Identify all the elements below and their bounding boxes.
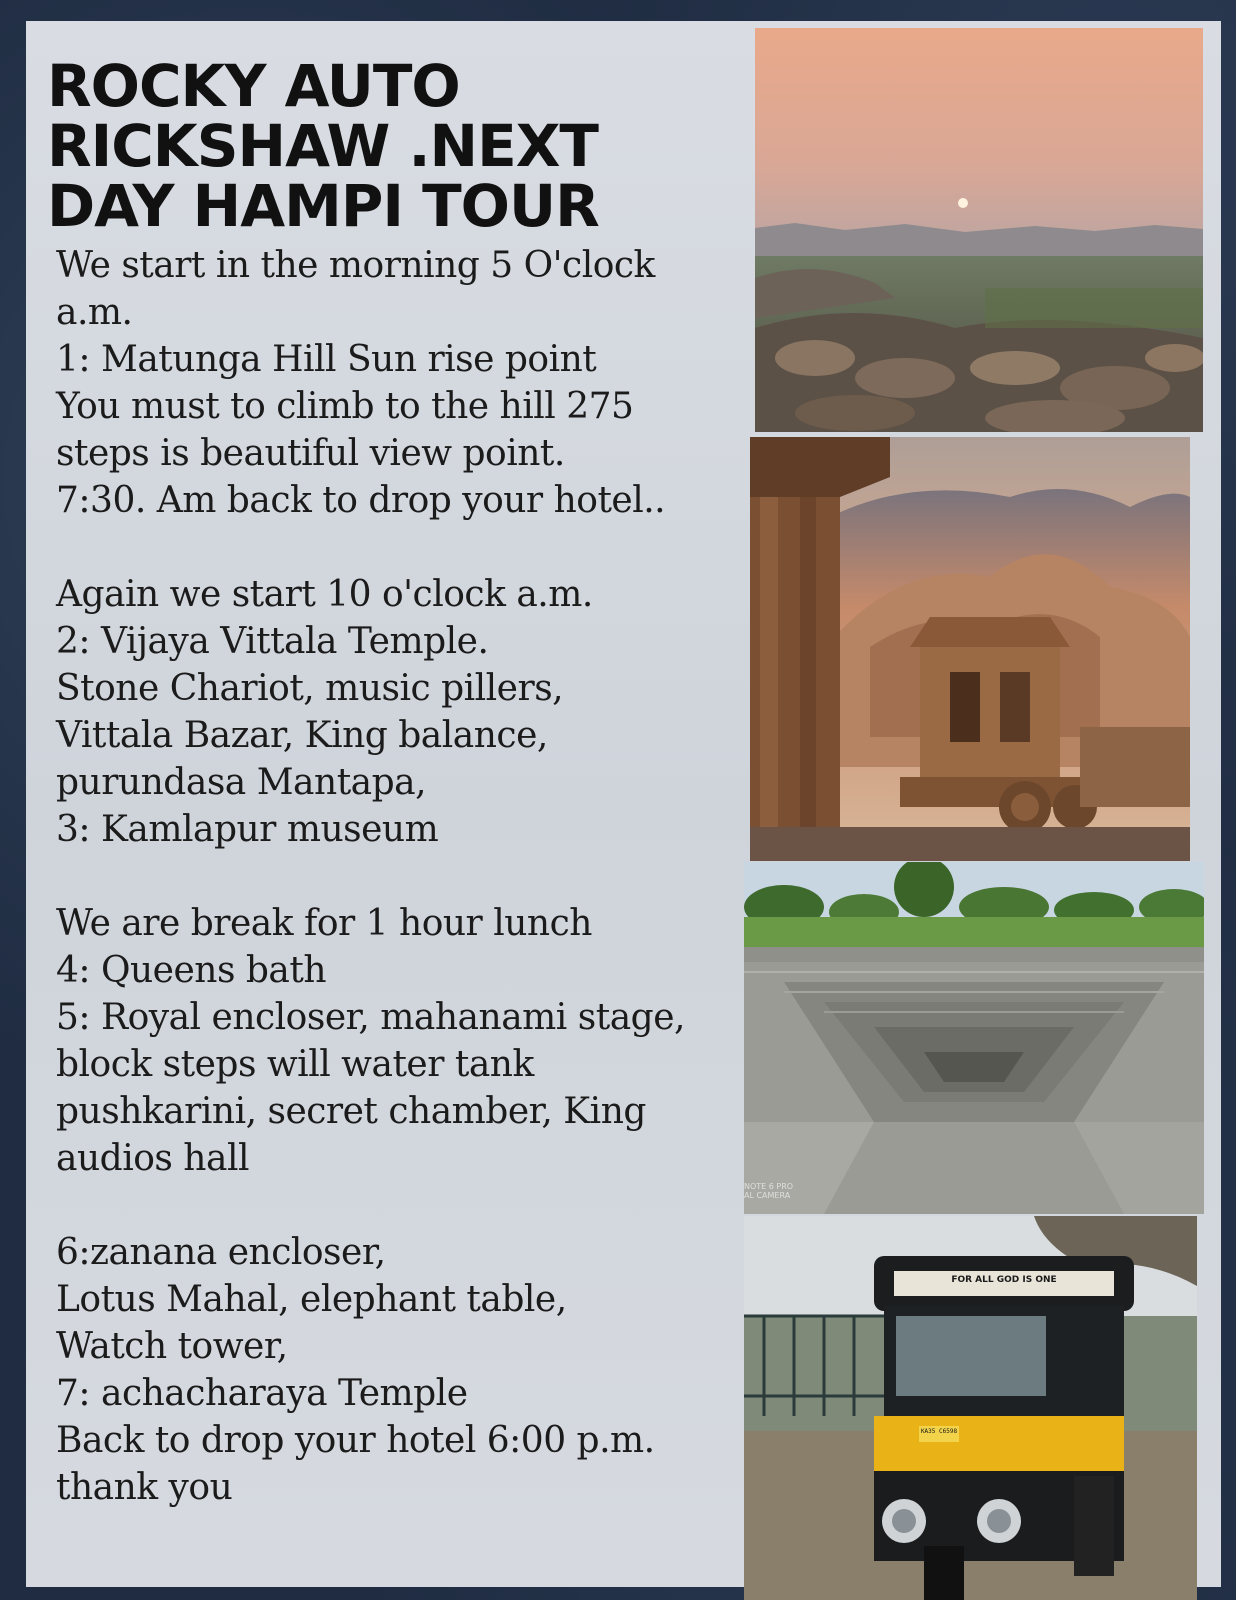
itinerary-line: We are break for 1 hour lunch — [56, 903, 592, 944]
itinerary-line: 7:30. Am back to drop your hotel.. — [56, 480, 666, 521]
stepwell-photo — [744, 862, 1204, 1214]
auto-rickshaw-photo — [744, 1216, 1197, 1600]
itinerary-line: 1: Matunga Hill Sun rise point — [56, 339, 597, 380]
rickshaw-sign-text: FOR ALL GOD IS ONE — [951, 1275, 1057, 1285]
itinerary-line: purundasa Mantapa, — [56, 762, 427, 803]
stone-chariot-photo — [750, 437, 1190, 861]
itinerary-line: pushkarini, secret chamber, King — [56, 1091, 646, 1132]
license-plate: KA35 C6598 — [920, 1428, 958, 1435]
paragraph-gap — [56, 524, 726, 571]
camera-watermark-line: NOTE 6 PRO — [744, 1182, 794, 1191]
itinerary-line: 3: Kamlapur museum — [56, 809, 439, 850]
itinerary-line: a.m. — [56, 292, 133, 333]
flyer-title: ROCKY AUTO RICKSHAW .NEXT DAY HAMPI TOUR — [47, 52, 599, 240]
itinerary-line: Back to drop your hotel 6:00 p.m. — [56, 1420, 655, 1461]
itinerary-line: 6:zanana encloser, — [56, 1232, 386, 1273]
itinerary-line: block steps will water tank — [56, 1044, 534, 1085]
itinerary-line: We start in the morning 5 O'clock — [56, 245, 655, 286]
itinerary-line: audios hall — [56, 1138, 249, 1179]
itinerary-line: Vittala Bazar, King balance, — [56, 715, 548, 756]
itinerary-line: 4: Queens bath — [56, 950, 327, 991]
itinerary-line: Lotus Mahal, elephant table, — [56, 1279, 567, 1320]
tour-itinerary — [56, 242, 726, 1511]
paragraph-gap — [56, 853, 726, 900]
sunrise-landscape-photo — [755, 28, 1203, 432]
camera-watermark — [744, 1182, 793, 1200]
itinerary-line: Stone Chariot, music pillers, — [56, 668, 564, 709]
itinerary-line: steps is beautiful view point. — [56, 433, 565, 474]
itinerary-line: 5: Royal encloser, mahanami stage, — [56, 997, 685, 1038]
itinerary-line: Again we start 10 o'clock a.m. — [56, 574, 593, 615]
itinerary-line: 2: Vijaya Vittala Temple. — [56, 621, 489, 662]
camera-watermark-line: AL CAMERA — [744, 1191, 791, 1200]
paragraph-gap — [56, 1182, 726, 1229]
itinerary-line: thank you — [56, 1467, 233, 1508]
itinerary-line: 7: achacharaya Temple — [56, 1373, 468, 1414]
itinerary-line: You must to climb to the hill 275 — [56, 386, 634, 427]
itinerary-line: Watch tower, — [56, 1326, 288, 1367]
